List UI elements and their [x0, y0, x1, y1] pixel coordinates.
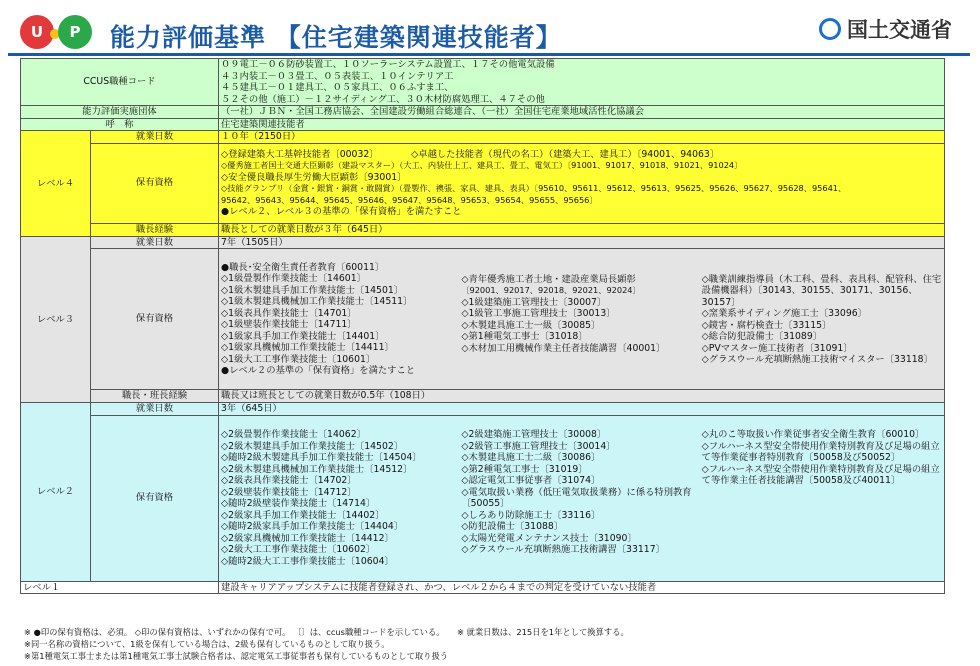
- level2-quals-row: [21, 415, 945, 581]
- footnote: ※第1種電気工事士または第1種電気工事士試験合格者は、認定電気工事従事者も保有しているものとして取り扱う: [24, 651, 449, 661]
- level4-quals-list: [219, 143, 945, 223]
- qualification-item: ◇木製建具施工士二級〔30086〕: [461, 452, 601, 463]
- level2-quals-col1: [221, 429, 461, 567]
- level4-foreman-label: 職長経験: [91, 223, 219, 236]
- ccus-code-list: [219, 59, 945, 106]
- qualification-item: ◇1級壁装作業技能士〔14711〕: [221, 319, 357, 330]
- qualification-item: ◇防犯設備士〔31088〕: [461, 521, 564, 532]
- footnote: ※同一名称の資格について、1級を保有している場合は、2級も保有しているものとして取り扱う。: [24, 639, 390, 649]
- ministry-name: 国土交通省: [847, 18, 952, 42]
- level3-foreman-label: 職長・班長経験: [91, 390, 219, 403]
- level4-workdays-row: [21, 131, 945, 144]
- qualification-item: ◇フルハーネス型安全帯使用作業特別教育及び足場の組立て等作業従事者特別教育〔50058及び50052〕: [701, 440, 940, 463]
- qualification-item: ◇グラスウール充填断熱施工技術マイスター〔33118〕: [701, 354, 933, 365]
- ministry-mark-icon: [819, 18, 841, 40]
- logo-u-circle: U: [20, 15, 54, 49]
- name-row: [21, 118, 945, 131]
- level3-quals-col2: [461, 262, 701, 377]
- qualification-item: ◇1級家具機械加工作業技能士〔14411〕: [221, 342, 394, 353]
- qualification-item: ◇2級木製建具機械加工作業技能士〔14512〕: [221, 463, 413, 475]
- level2-workdays-value: 3年（645日）: [219, 403, 945, 416]
- level3-quals-col1: [221, 262, 461, 377]
- name-label: 呼 称: [21, 118, 219, 131]
- qualification-item: ◇1級畳製作作業技能士〔14601〕: [221, 273, 366, 284]
- logo-p-circle: P: [58, 15, 92, 49]
- up-logo: [20, 15, 102, 51]
- qualification-item: ◇2級木製建具手加工作業技能士〔14502〕: [221, 440, 404, 452]
- evaluation-table: [20, 58, 945, 594]
- qualification-item: ◇2級家具機械加工作業技能士〔14412〕: [221, 532, 394, 544]
- level3-workdays-value: 7年（1505日）: [219, 236, 945, 249]
- qualification-item: ◇技能グランプリ（金賞・銀賞・銅賞・敢闘賞）（畳製作、襖張、家具、建具、表具）〔95610、95611、95612、95613、95625、95626、95627、95628、95641、: [221, 183, 847, 193]
- qualification-item: ◇登録建築大工基幹技能者〔00032〕 ◇卓越した技能者（現代の名工）（建築大工、建具工）〔94001、94063〕: [221, 148, 720, 160]
- level2-quals-col2: [461, 429, 701, 567]
- level4-foreman-row: [21, 223, 945, 236]
- qualification-item: ◇随時2級木製建具手加工作業技能士〔14504〕: [221, 452, 422, 463]
- qualification-item: ◇随時2級大工工事作業技能士〔10604〕: [221, 555, 394, 567]
- level3-workdays-label: 就業日数: [91, 236, 219, 249]
- qualification-item: ◇1級建築施工管理技士〔30007〕: [461, 296, 607, 308]
- level4-workdays-label: 就業日数: [91, 131, 219, 144]
- ccus-code-line: ４３内装工－０３畳工、０５表装工、１０インテリア工: [221, 70, 454, 82]
- level4-workdays-value: １０年（2150日）: [219, 131, 945, 144]
- name-value: 住宅建築関連技能者: [219, 118, 945, 131]
- qualification-item: ◇総合防犯設備士〔31089〕: [701, 331, 823, 342]
- qualification-item: ◇安全優良職長厚生労働大臣顕彰〔93001〕: [221, 171, 407, 183]
- level3-quals-row: [21, 249, 945, 390]
- qualification-item: ◇丸のこ等取扱い作業従事者安全衛生教育〔60010〕: [701, 429, 925, 440]
- qualification-item: ◇2級建築施工管理技士〔30008〕: [461, 429, 607, 440]
- level2-workdays-label: 就業日数: [91, 403, 219, 416]
- qualification-item: 95642、95643、95644、95645、95646、95647、95648、95653、95654、95655、95656〕: [221, 194, 598, 205]
- level1-label: レベル１: [21, 581, 219, 594]
- org-label: 能力評価実施団体: [21, 106, 219, 119]
- level2-quals-label: 保有資格: [91, 415, 219, 581]
- qualification-item: ◇認定電気工事従事者〔31074〕: [461, 475, 601, 486]
- ccus-code-line: ４５建具工－０１建具工、０５家具工、０６ふすま工、: [221, 82, 454, 93]
- qualification-item: ◇しろあり防除施工士〔33116〕: [461, 509, 601, 521]
- org-value: （一社）ＪＢＮ・全国工務店協会、全国建設労働組合総連合、（一社）全国住宅産業地域活性化協議会: [219, 106, 945, 119]
- qualification-item: ◇1級木製建具手加工作業技能士〔14501〕: [221, 284, 404, 296]
- qualification-item: ◇窯業系サイディング施工士〔33096〕: [701, 308, 867, 319]
- qualification-item: ◇1級表具作業技能士〔14701〕: [221, 307, 357, 319]
- qualification-item: ◇2級家具手加工作業技能士〔14402〕: [221, 509, 385, 521]
- qualification-item: ◇随時2級家具手加工作業技能士〔14404〕: [221, 521, 404, 532]
- qualification-item: ◇第1種電気工事士〔31018〕: [461, 331, 588, 342]
- qualification-item: ◇随時2級壁装作業技能士〔14714〕: [221, 498, 376, 509]
- level3-quals-col3: [702, 262, 942, 377]
- level4-quals-label: 保有資格: [91, 143, 219, 223]
- qualification-item: 〔92001、92017、92018、92021、92024〕: [461, 285, 641, 295]
- level2-quals-col3: [702, 429, 942, 567]
- qualification-item: ●職長･安全衛生責任者教育〔60011〕: [221, 261, 385, 273]
- qualification-item: ◇1級管工事施工管理技士〔30013〕: [461, 308, 616, 319]
- qualification-item: ◇フルハーネス型安全帯使用作業特別教育及び足場の組立て等作業主任者技能講習〔50058及び40011〕: [701, 463, 940, 486]
- qualification-item: ◇2級管工事施工管理技士〔30014〕: [461, 440, 616, 452]
- ministry-logo: [819, 14, 952, 44]
- header-rule: [8, 53, 970, 56]
- ccus-code-row: [21, 59, 945, 106]
- qualification-item: ◇2級表具作業技能士〔14702〕: [221, 475, 357, 486]
- qualification-item: ◇太陽光発電メンテナンス技士〔31090〕: [461, 532, 637, 544]
- page-title: 能力評価基準 【住宅建築関連技能者】: [110, 23, 562, 52]
- level3-foreman-row: [21, 390, 945, 403]
- ccus-code-line: ０９電工－０６防砂装置工、１０ソーラーシステム設置工、１７その他電気設備: [221, 59, 555, 70]
- qualification-item: ●レベル２、レベル３の基準の「保有資格」を満たすこと: [221, 206, 462, 217]
- qualification-item: ◇1級木製建具機械加工作業技能士〔14511〕: [221, 296, 413, 307]
- qualification-item: ◇青年優秀施工者土地・建設産業局長顕彰: [461, 273, 636, 285]
- level3-quals-list: [219, 249, 945, 390]
- qualification-item: ◇木材加工用機械作業主任者技能講習〔40001〕: [461, 342, 666, 354]
- level4-foreman-value: 職長としての就業日数が３年（645日）: [219, 223, 945, 236]
- level2-quals-list: [219, 415, 945, 581]
- qualification-item: ◇2級大工工事作業技能士〔10602〕: [221, 544, 376, 555]
- page-header: [0, 0, 980, 56]
- qualification-item: ◇優秀施工者国土交通大臣顕彰（建設マスター）（大工、内装仕上工、建具工、畳工、電気工）〔91001、91017、91018、91021、91024〕: [221, 160, 743, 170]
- qualification-item: ◇PVマスター施工技術者〔31091〕: [701, 342, 853, 354]
- level3-label: レベル３: [21, 236, 91, 403]
- ccus-code-label: CCUS職種コード: [21, 59, 219, 106]
- qualification-item: ●レベル２の基準の「保有資格」を満たすこと: [221, 365, 416, 376]
- footnotes: [24, 626, 629, 662]
- level2-workdays-row: [21, 403, 945, 416]
- qualification-item: ◇鏡害・腐朽検査士〔33115〕: [701, 319, 832, 331]
- qualification-item: ◇グラスウール充填断熱施工技術講習〔33117〕: [461, 544, 665, 555]
- qualification-item: ◇電気取扱い業務（低圧電気取扱業務）に係る特別教育〔50055〕: [461, 486, 692, 509]
- level1-row: [21, 581, 945, 594]
- qualification-item: ◇第2種電気工事士〔31019〕: [461, 463, 588, 475]
- level1-value: 建設キャリアアップシステムに技能者登録され、かつ、レベル２から４までの判定を受けていない技能者: [219, 581, 945, 594]
- qualification-item: ◇2級畳製作作業技能士〔14062〕: [221, 429, 366, 440]
- level3-quals-label: 保有資格: [91, 249, 219, 390]
- level4-label: レベル４: [21, 131, 91, 237]
- level3-foreman-value: 職長又は班長としての就業日数が0.5年（108日）: [219, 390, 945, 403]
- footnote: ※ ●印の保有資格は、必須。 ◇印の保有資格は、いずれかの保有で可。 〔〕は、ccus職種コードを示している。 ※ 就業日数は、215日を1年として換算する。: [24, 627, 629, 637]
- qualification-item: ◇木製建具施工士一級〔30085〕: [461, 319, 601, 331]
- ccus-code-line: ５２その他（施工）－１２サイディング工、３０木材防腐処理工、４７その他: [221, 93, 545, 105]
- qualification-item: ◇職業訓練指導員（木工科、畳科、表具科、配管科、住宅設備機器科）〔30143、30155、30171、30156、30157〕: [701, 273, 942, 308]
- qualification-item: ◇2級壁装作業技能士〔14712〕: [221, 486, 357, 498]
- qualification-item: ◇1級大工工事作業技能士〔10601〕: [221, 353, 376, 365]
- level4-quals-row: [21, 143, 945, 223]
- level2-label: レベル２: [21, 403, 91, 582]
- org-row: [21, 106, 945, 119]
- level3-workdays-row: [21, 236, 945, 249]
- qualification-item: ◇1級家具手加工作業技能士〔14401〕: [221, 330, 385, 342]
